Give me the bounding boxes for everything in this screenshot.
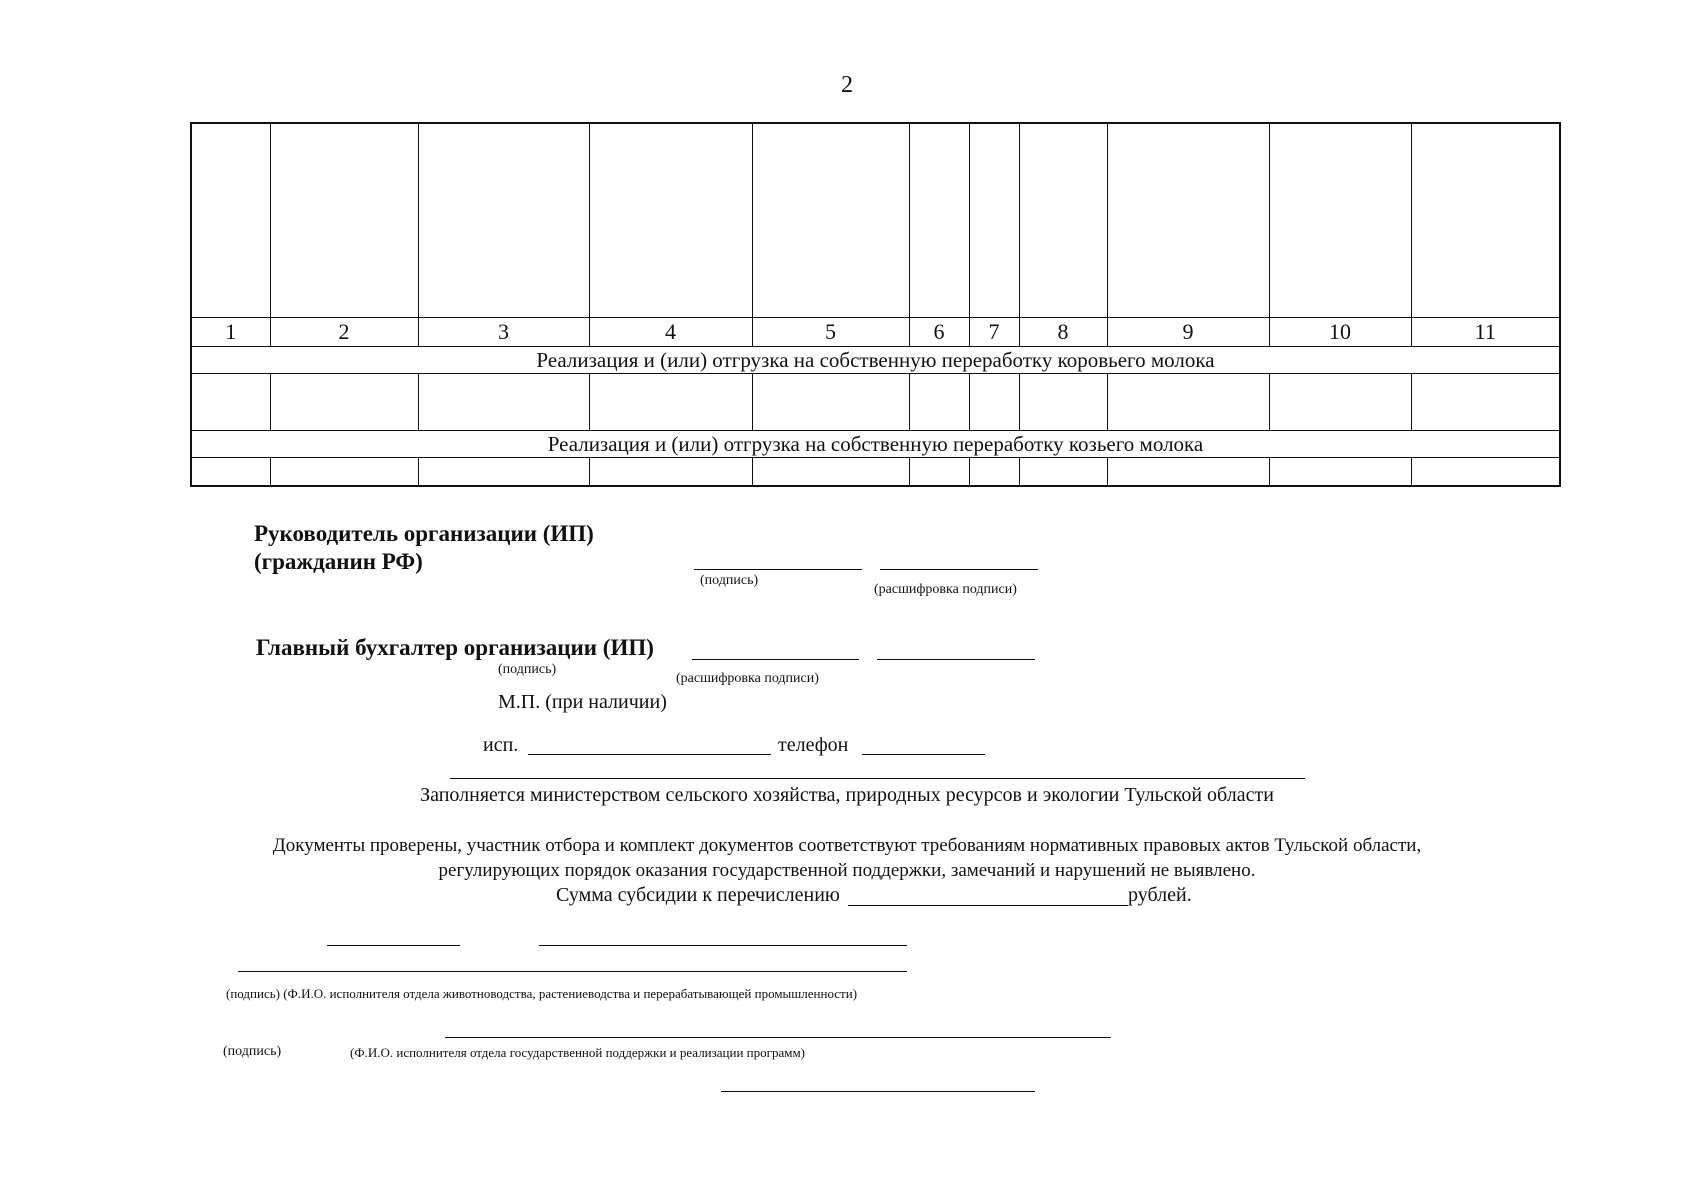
final-signature-line[interactable]	[721, 1091, 1035, 1092]
data-cell[interactable]	[969, 458, 1019, 487]
phone-line[interactable]	[862, 754, 985, 755]
head-decode-caption: (расшифровка подписи)	[874, 582, 1017, 597]
subsidy-unit: рублей.	[1128, 884, 1192, 906]
accountant-decode-line[interactable]	[877, 659, 1035, 660]
header-cell	[1019, 123, 1107, 318]
table-row	[191, 374, 1560, 431]
data-cell[interactable]	[752, 458, 909, 487]
data-table	[190, 122, 1561, 487]
verification-text-line2: регулирующих порядок оказания государственной поддержки, замечаний и нарушений не выявлено.	[438, 860, 1256, 881]
header-cell	[589, 123, 752, 318]
column-number: 10	[1269, 318, 1411, 347]
state-support-name-caption: (Ф.И.О. исполнителя отдела государственной поддержки и реализации программ)	[350, 1045, 806, 1060]
accountant-decode-caption: (расшифровка подписи)	[676, 671, 819, 686]
data-cell[interactable]	[589, 458, 752, 487]
data-cell[interactable]	[191, 458, 270, 487]
data-cell[interactable]	[909, 458, 969, 487]
data-cell[interactable]	[1107, 374, 1269, 431]
verification-text-line1: Документы проверены, участник отбора и комплект документов соответствуют требованиям нормативных правовых актов Тульской области,	[272, 835, 1422, 856]
seal-label: М.П. (при наличии)	[498, 691, 667, 713]
header-cell	[191, 123, 270, 318]
data-cell[interactable]	[969, 374, 1019, 431]
header-cell	[969, 123, 1019, 318]
column-number-row	[191, 318, 1560, 347]
data-cell[interactable]	[1411, 374, 1560, 431]
column-number: 3	[418, 318, 589, 347]
state-support-line[interactable]	[445, 1037, 1111, 1038]
section-title-goat-milk: Реализация и (или) отгрузка на собственную переработку козьего молока	[191, 431, 1560, 458]
section-row-cow	[191, 347, 1560, 374]
header-cell	[752, 123, 909, 318]
column-number: 8	[1019, 318, 1107, 347]
column-number: 1	[191, 318, 270, 347]
ministry-separator	[450, 778, 1305, 779]
data-cell[interactable]	[752, 374, 909, 431]
data-cell[interactable]	[1107, 458, 1269, 487]
page-number: 2	[841, 72, 853, 98]
livestock-name-line[interactable]	[539, 945, 907, 946]
accountant-title: Главный бухгалтер организации (ИП)	[256, 635, 654, 660]
data-cell[interactable]	[1411, 458, 1560, 487]
data-cell[interactable]	[191, 374, 270, 431]
data-cell[interactable]	[589, 374, 752, 431]
column-number: 5	[752, 318, 909, 347]
column-number: 11	[1411, 318, 1560, 347]
data-cell[interactable]	[1269, 374, 1411, 431]
data-cell[interactable]	[909, 374, 969, 431]
data-cell[interactable]	[1019, 458, 1107, 487]
column-number: 2	[270, 318, 418, 347]
executor-line[interactable]	[528, 754, 771, 755]
head-signature-line[interactable]	[694, 569, 862, 570]
data-cell[interactable]	[418, 374, 589, 431]
table-row	[191, 458, 1560, 487]
executor-label: исп.	[483, 734, 519, 756]
table-header-row	[191, 123, 1560, 318]
column-number: 7	[969, 318, 1019, 347]
header-cell	[1411, 123, 1560, 318]
header-cell	[270, 123, 418, 318]
state-support-signature-caption: (подпись)	[223, 1044, 282, 1059]
column-number: 9	[1107, 318, 1269, 347]
column-number: 4	[589, 318, 752, 347]
phone-label: телефон	[778, 734, 849, 756]
livestock-signature-line[interactable]	[327, 945, 460, 946]
data-cell[interactable]	[418, 458, 589, 487]
accountant-signature-line[interactable]	[692, 659, 859, 660]
data-cell[interactable]	[1269, 458, 1411, 487]
head-title-citizen: (гражданин РФ)	[254, 549, 423, 574]
head-title: Руководитель организации (ИП)	[254, 521, 594, 546]
column-number: 6	[909, 318, 969, 347]
section-title-cow-milk: Реализация и (или) отгрузка на собственную переработку коровьего молока	[191, 347, 1560, 374]
data-cell[interactable]	[270, 374, 418, 431]
head-signature-caption: (подпись)	[700, 573, 759, 588]
header-cell	[1269, 123, 1411, 318]
livestock-long-line[interactable]	[238, 971, 907, 972]
subsidy-label: Сумма субсидии к перечислению	[556, 884, 840, 906]
section-row-goat	[191, 431, 1560, 458]
data-cell[interactable]	[270, 458, 418, 487]
header-cell	[418, 123, 589, 318]
ministry-filled-by: Заполняется министерством сельского хозяйства, природных ресурсов и экологии Тульской области	[420, 784, 1274, 806]
livestock-caption: (подпись) (Ф.И.О. исполнителя отдела животноводства, растениеводства и перерабатывающей промышленности)	[226, 986, 858, 1001]
header-cell	[909, 123, 969, 318]
header-cell	[1107, 123, 1269, 318]
data-cell[interactable]	[1019, 374, 1107, 431]
subsidy-amount-line[interactable]	[848, 905, 1128, 906]
head-decode-line[interactable]	[880, 569, 1038, 570]
accountant-signature-caption: (подпись)	[498, 662, 557, 677]
